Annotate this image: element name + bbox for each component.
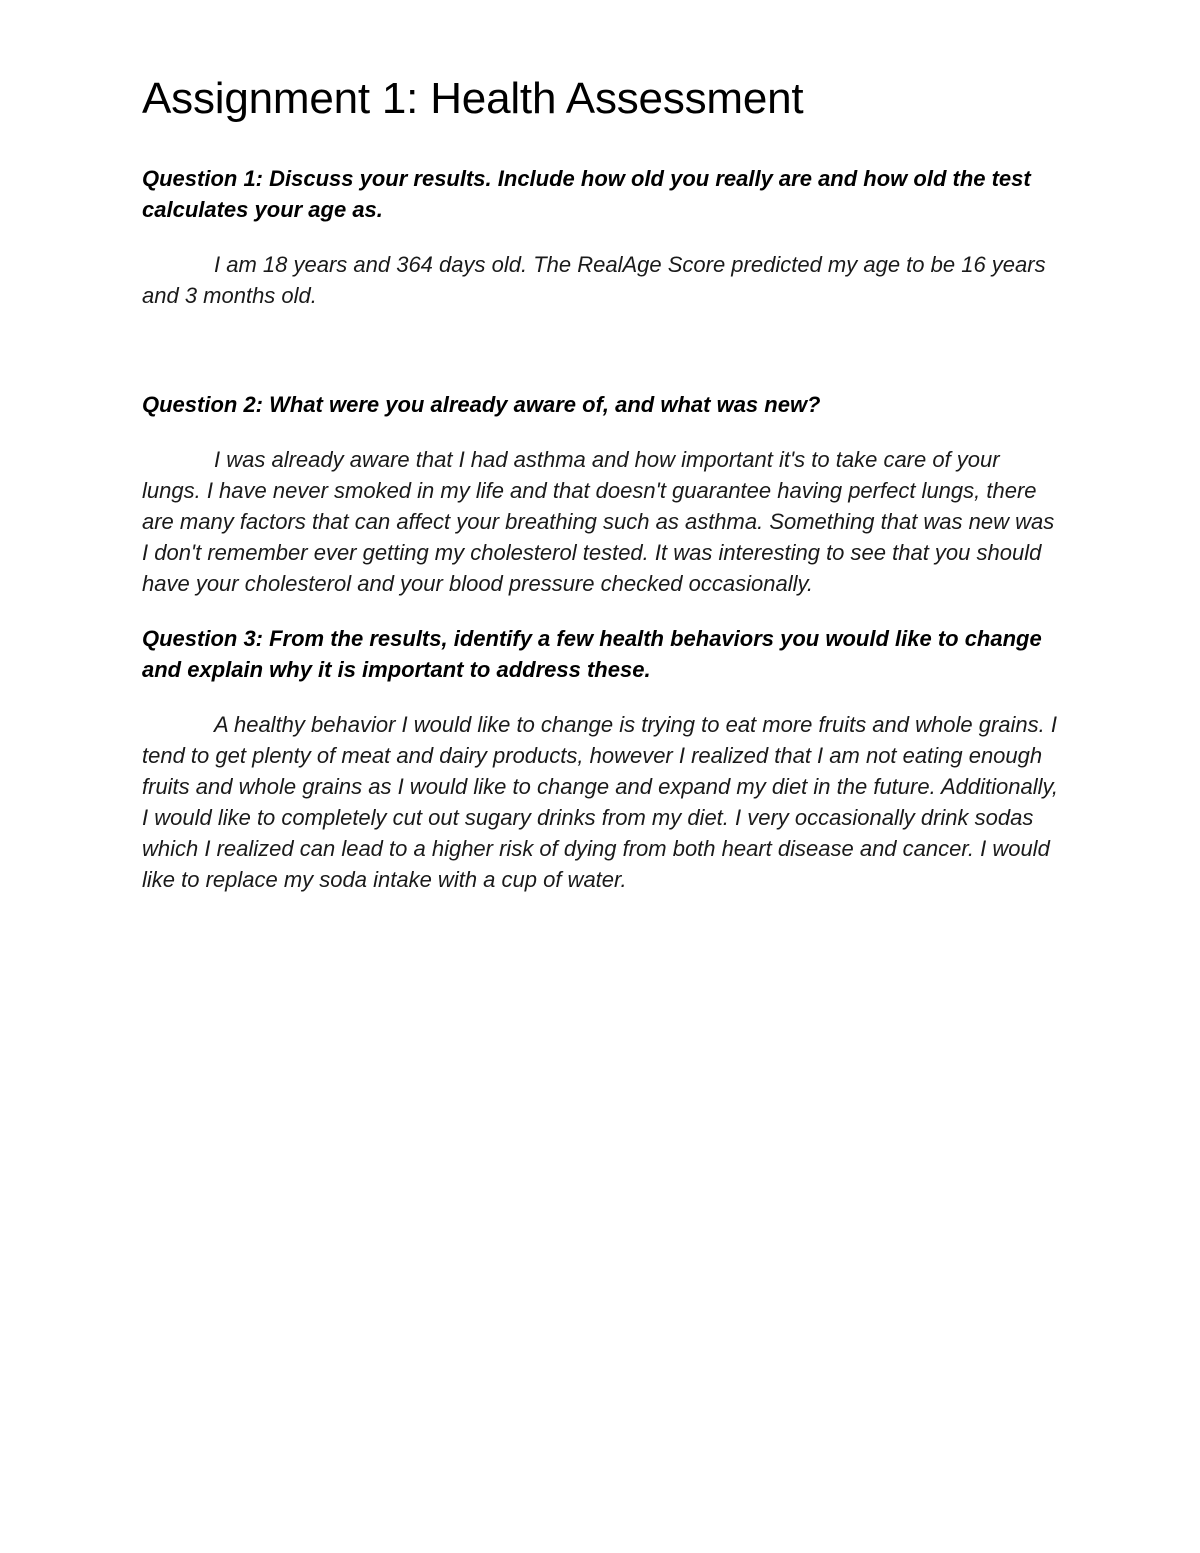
question-1-prompt: Question 1: Discuss your results. Include how old you really are and how old the test calculates your age as. [142,166,1031,222]
question-3-prompt: Question 3: From the results, identify a few health behaviors you would like to change and explain why it is important to address these. [142,626,1042,682]
question-2-answer: I was already aware that I had asthma and how important it's to take care of your lungs. I have never smoked in my life and that doesn't guarantee having perfect lungs, there are many factors that can affect your breathing such as asthma. Something that was new was I don't remember ever getting my cholesterol tested. It was interesting to see that you should have your cholesterol and your blood pressure checked occasionally. [142,447,1055,596]
page-title: Assignment 1: Health Assessment [142,74,804,123]
question-1-answer: I am 18 years and 364 days old. The RealAge Score predicted my age to be 16 years and 3 months old. [142,252,1046,308]
document-page [142,72,1062,895]
question-2-prompt: Question 2: What were you already aware of, and what was new? [142,392,821,417]
question-3-answer: A healthy behavior I would like to change is trying to eat more fruits and whole grains. I tend to get plenty of meat and dairy products, however I realized that I am not eating enough fruits and whole grains as I would like to change and expand my diet in the future. Additionally, I would like to completely cut out sugary drinks from my diet. I very occasionally drink sodas which I realized can lead to a higher risk of dying from both heart disease and cancer. I would like to replace my soda intake with a cup of water. [142,712,1058,892]
